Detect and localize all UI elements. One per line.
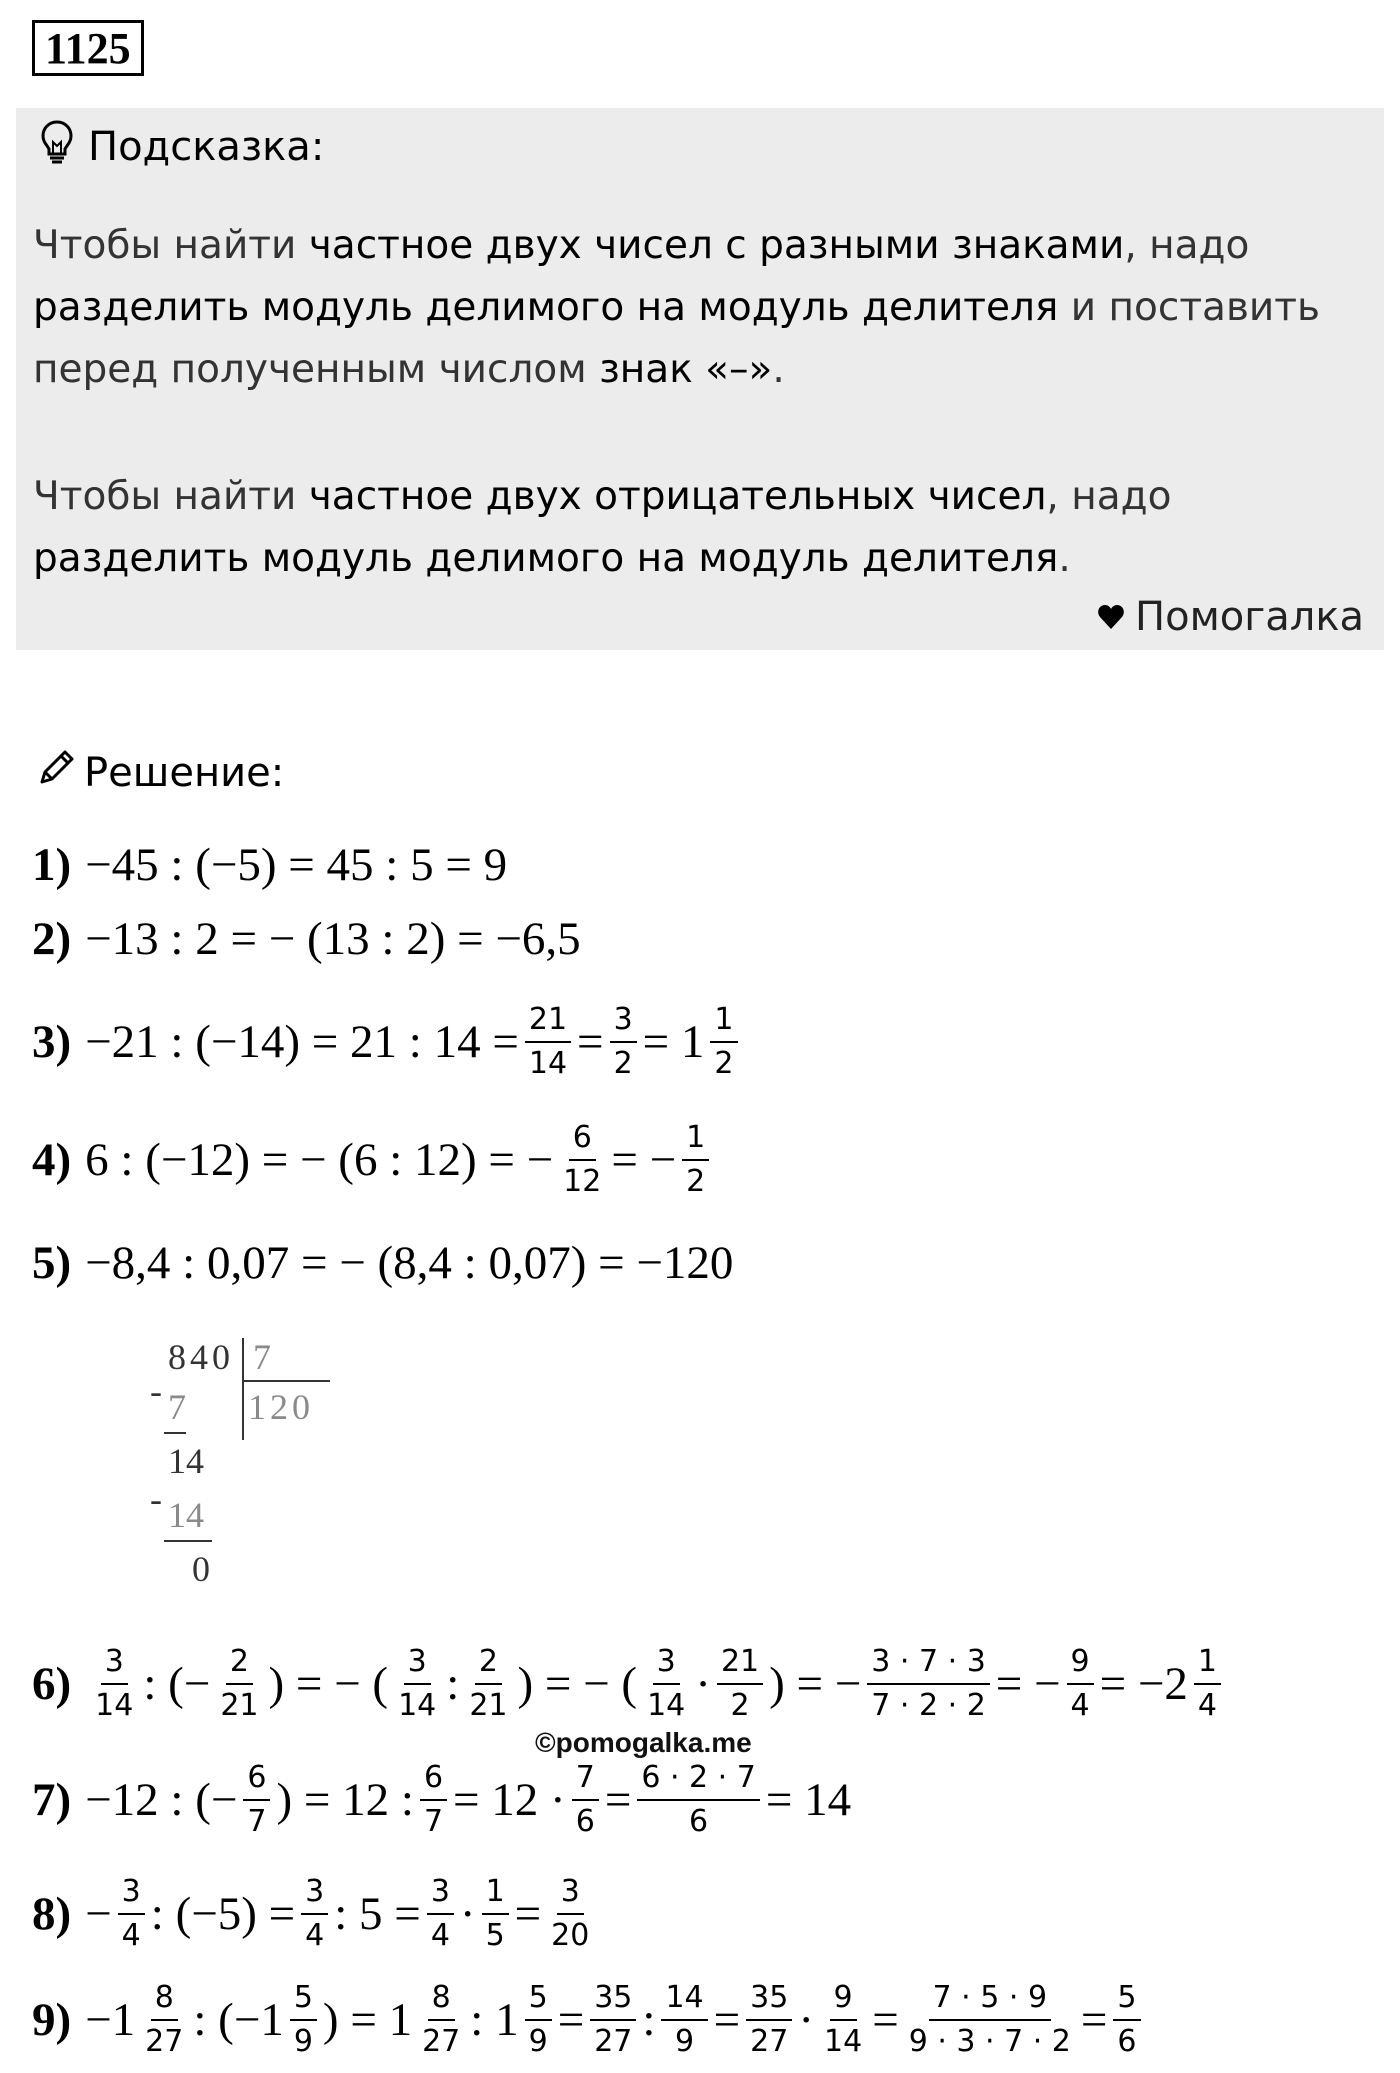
watermark: ©pomogalka.me: [535, 1727, 752, 1758]
hint-title-text: Подсказка:: [88, 124, 325, 170]
item-number: 4): [32, 1134, 72, 1186]
math-expression: = −: [995, 1658, 1061, 1710]
math-expression: −1: [85, 1994, 136, 2046]
hint-text-span: .: [1058, 536, 1071, 581]
math-expression: −12 : (−: [85, 1774, 238, 1826]
fraction: $\frac{6}{7}$: [420, 1760, 447, 1840]
fraction: $\frac{5}{6}$: [1113, 1980, 1140, 2060]
brand-name: Помогалка: [1135, 594, 1364, 640]
solution-line-1: [32, 838, 507, 892]
fraction: $\frac{6}{7}$: [243, 1760, 270, 1840]
fraction: $\frac{3}{14}$: [647, 1644, 686, 1723]
math-expression: = 14: [765, 1774, 852, 1826]
fraction: $\frac{3}{20}$: [551, 1874, 590, 1953]
dividend: 840: [168, 1337, 234, 1377]
remainder-2: 0: [192, 1549, 210, 1589]
math-expression: =: [514, 1888, 542, 1940]
fraction: $\frac{3}{4}$: [427, 1874, 454, 1954]
fraction: $\frac{35}{27}$: [746, 1980, 792, 2060]
item-number: 6): [32, 1658, 72, 1710]
fraction: $\frac{2}{21}$: [220, 1644, 259, 1723]
item-number: 9): [32, 1994, 72, 2046]
fraction: $\frac{1}{5}$: [482, 1874, 509, 1954]
hint-bold-span: частное двух отрицательных чисел: [308, 474, 1047, 519]
math-expression: =: [872, 1994, 899, 2046]
math-expression: : (−1: [193, 1994, 284, 2046]
math-expression: −45 : (−5) = 45 : 5 = 9: [85, 839, 508, 891]
solution-line-7: [32, 1760, 851, 1840]
solution-line-5: [32, 1236, 733, 1290]
fraction: $\frac{3 \cdot 7 \cdot 3}{7 \cdot 2 \cdot 2}$: [867, 1644, 989, 1724]
math-expression: ) = 1: [322, 1994, 413, 2046]
math-expression: = −2: [1099, 1658, 1188, 1710]
fraction: $\frac{1}{2}$: [682, 1120, 709, 1200]
solution-line-3: [32, 1002, 744, 1082]
quotient: 120: [248, 1387, 314, 1427]
fraction: $\frac{6 \cdot 2 \cdot 7}{6}$: [637, 1760, 759, 1840]
math-expression: =: [577, 1016, 604, 1068]
item-number: 3): [32, 1016, 72, 1068]
fraction: $\frac{5}{9}$: [525, 1980, 552, 2060]
division-bar-vertical: [242, 1338, 244, 1440]
hint-paragraph-2: [33, 466, 1373, 590]
fraction: $\frac{1}{4}$: [1194, 1644, 1221, 1724]
subtraction-line: [164, 1540, 212, 1542]
pencil-icon: [36, 748, 76, 798]
hint-bold-span: знак «–»: [599, 347, 773, 392]
fraction: $\frac{8}{27}$: [145, 1980, 184, 2059]
math-expression: ·: [459, 1888, 476, 1940]
fraction: $\frac{3}{2}$: [610, 1002, 637, 1082]
math-expression: =: [604, 1774, 632, 1826]
fraction: $\frac{8}{27}$: [422, 1980, 461, 2059]
math-expression: =: [557, 1994, 585, 2046]
solution-title: [36, 748, 284, 798]
divisor: 7: [253, 1337, 271, 1377]
math-expression: : (−: [143, 1658, 211, 1710]
solution-line-8: [32, 1874, 599, 1954]
math-expression: ) = − (: [268, 1658, 389, 1710]
long-division: [140, 1330, 360, 1610]
fraction: $\frac{7}{6}$: [572, 1760, 599, 1840]
hint-text-span: Чтобы найти: [33, 223, 309, 268]
fraction: $\frac{21}{14}$: [525, 1002, 571, 1082]
fraction: $\frac{5}{9}$: [290, 1980, 317, 2060]
hint-bold-span: разделить модуль делимого на модуль делителя: [33, 536, 1059, 581]
math-expression: ) = −: [769, 1658, 862, 1710]
math-expression: −: [85, 1888, 112, 1940]
math-expression: =: [1080, 1994, 1108, 2046]
subtrahend-1: 7: [168, 1387, 186, 1427]
math-expression: : 5 =: [334, 1888, 421, 1940]
fraction: $\frac{2}{21}$: [469, 1644, 508, 1723]
item-number: 5): [32, 1237, 72, 1289]
fraction: $\frac{3}{4}$: [118, 1874, 145, 1954]
solution-line-4: [32, 1120, 715, 1200]
math-expression: ) = − (: [517, 1658, 638, 1710]
hint-text-span: Чтобы найти: [33, 474, 309, 519]
math-expression: −21 : (−14) = 21 : 14 =: [85, 1016, 519, 1068]
math-expression: = 1: [642, 1016, 705, 1068]
minus-sign: -: [150, 1479, 162, 1519]
task-number: 1125: [32, 20, 144, 76]
fraction: $\frac{9}{14}$: [824, 1980, 863, 2059]
math-expression: −8,4 : 0,07 = − (8,4 : 0,07) = −120: [85, 1237, 734, 1289]
fraction: $\frac{9}{4}$: [1067, 1644, 1094, 1724]
fraction: $\frac{3}{14}$: [95, 1644, 134, 1723]
math-expression: =: [713, 1994, 741, 2046]
subtrahend-2: 14: [168, 1495, 204, 1535]
math-expression: −13 : 2 = − (13 : 2) = −6,5: [85, 913, 581, 965]
item-number: 1): [32, 839, 72, 891]
math-expression: ) = 12 :: [276, 1774, 414, 1826]
hint-bold-span: разделить модуль делимого на модуль делителя: [33, 285, 1059, 330]
math-expression: = 12 ·: [453, 1774, 566, 1826]
hint-text-span: .: [772, 347, 785, 392]
fraction: $\frac{21}{2}$: [717, 1644, 763, 1724]
solution-line-9: [32, 1980, 1147, 2060]
item-number: 7): [32, 1774, 72, 1826]
fraction: $\frac{1}{2}$: [710, 1002, 737, 1082]
heart-icon: [1097, 594, 1125, 640]
remainder-1: 14: [168, 1441, 204, 1481]
hint-text-span: и поставить перед полученным числом: [33, 285, 1320, 392]
hint-bold-span: частное двух чисел с разными знаками: [308, 223, 1125, 268]
hint-text-span: , надо: [1046, 474, 1172, 519]
fraction: $\frac{3}{14}$: [398, 1644, 437, 1723]
fraction: $\frac{7 \cdot 5 \cdot 9}{9 \cdot 3 \cdot 7 \cdot 2}$: [908, 1980, 1071, 2059]
math-expression: ·: [695, 1658, 711, 1710]
brand-signature: [1097, 594, 1364, 640]
item-number: 8): [32, 1888, 72, 1940]
math-expression: :: [642, 1994, 656, 2046]
math-expression: : (−5) =: [150, 1888, 296, 1940]
math-expression: ·: [798, 1994, 814, 2046]
math-expression: = −: [611, 1134, 677, 1186]
subtraction-line: [164, 1432, 186, 1434]
fraction: $\frac{3}{4}$: [301, 1874, 328, 1954]
hint-title: [40, 120, 324, 174]
fraction: $\frac{6}{12}$: [563, 1120, 602, 1199]
hint-text-span: , надо: [1124, 223, 1250, 268]
solution-line-6: [32, 1644, 1227, 1724]
solution-title-text: Решение:: [84, 750, 285, 796]
division-bar-horizontal: [242, 1380, 330, 1382]
math-expression: : 1: [470, 1994, 519, 2046]
hint-paragraph-1: [33, 215, 1373, 401]
fraction: $\frac{35}{27}$: [590, 1980, 636, 2060]
lightbulb-icon: [40, 120, 74, 174]
item-number: 2): [32, 913, 72, 965]
math-expression: 6 : (−12) = − (6 : 12) = −: [85, 1134, 554, 1186]
math-expression: :: [446, 1658, 460, 1710]
solution-line-2: [32, 912, 581, 966]
minus-sign: -: [150, 1371, 162, 1411]
fraction: $\frac{14}{9}$: [661, 1980, 707, 2060]
